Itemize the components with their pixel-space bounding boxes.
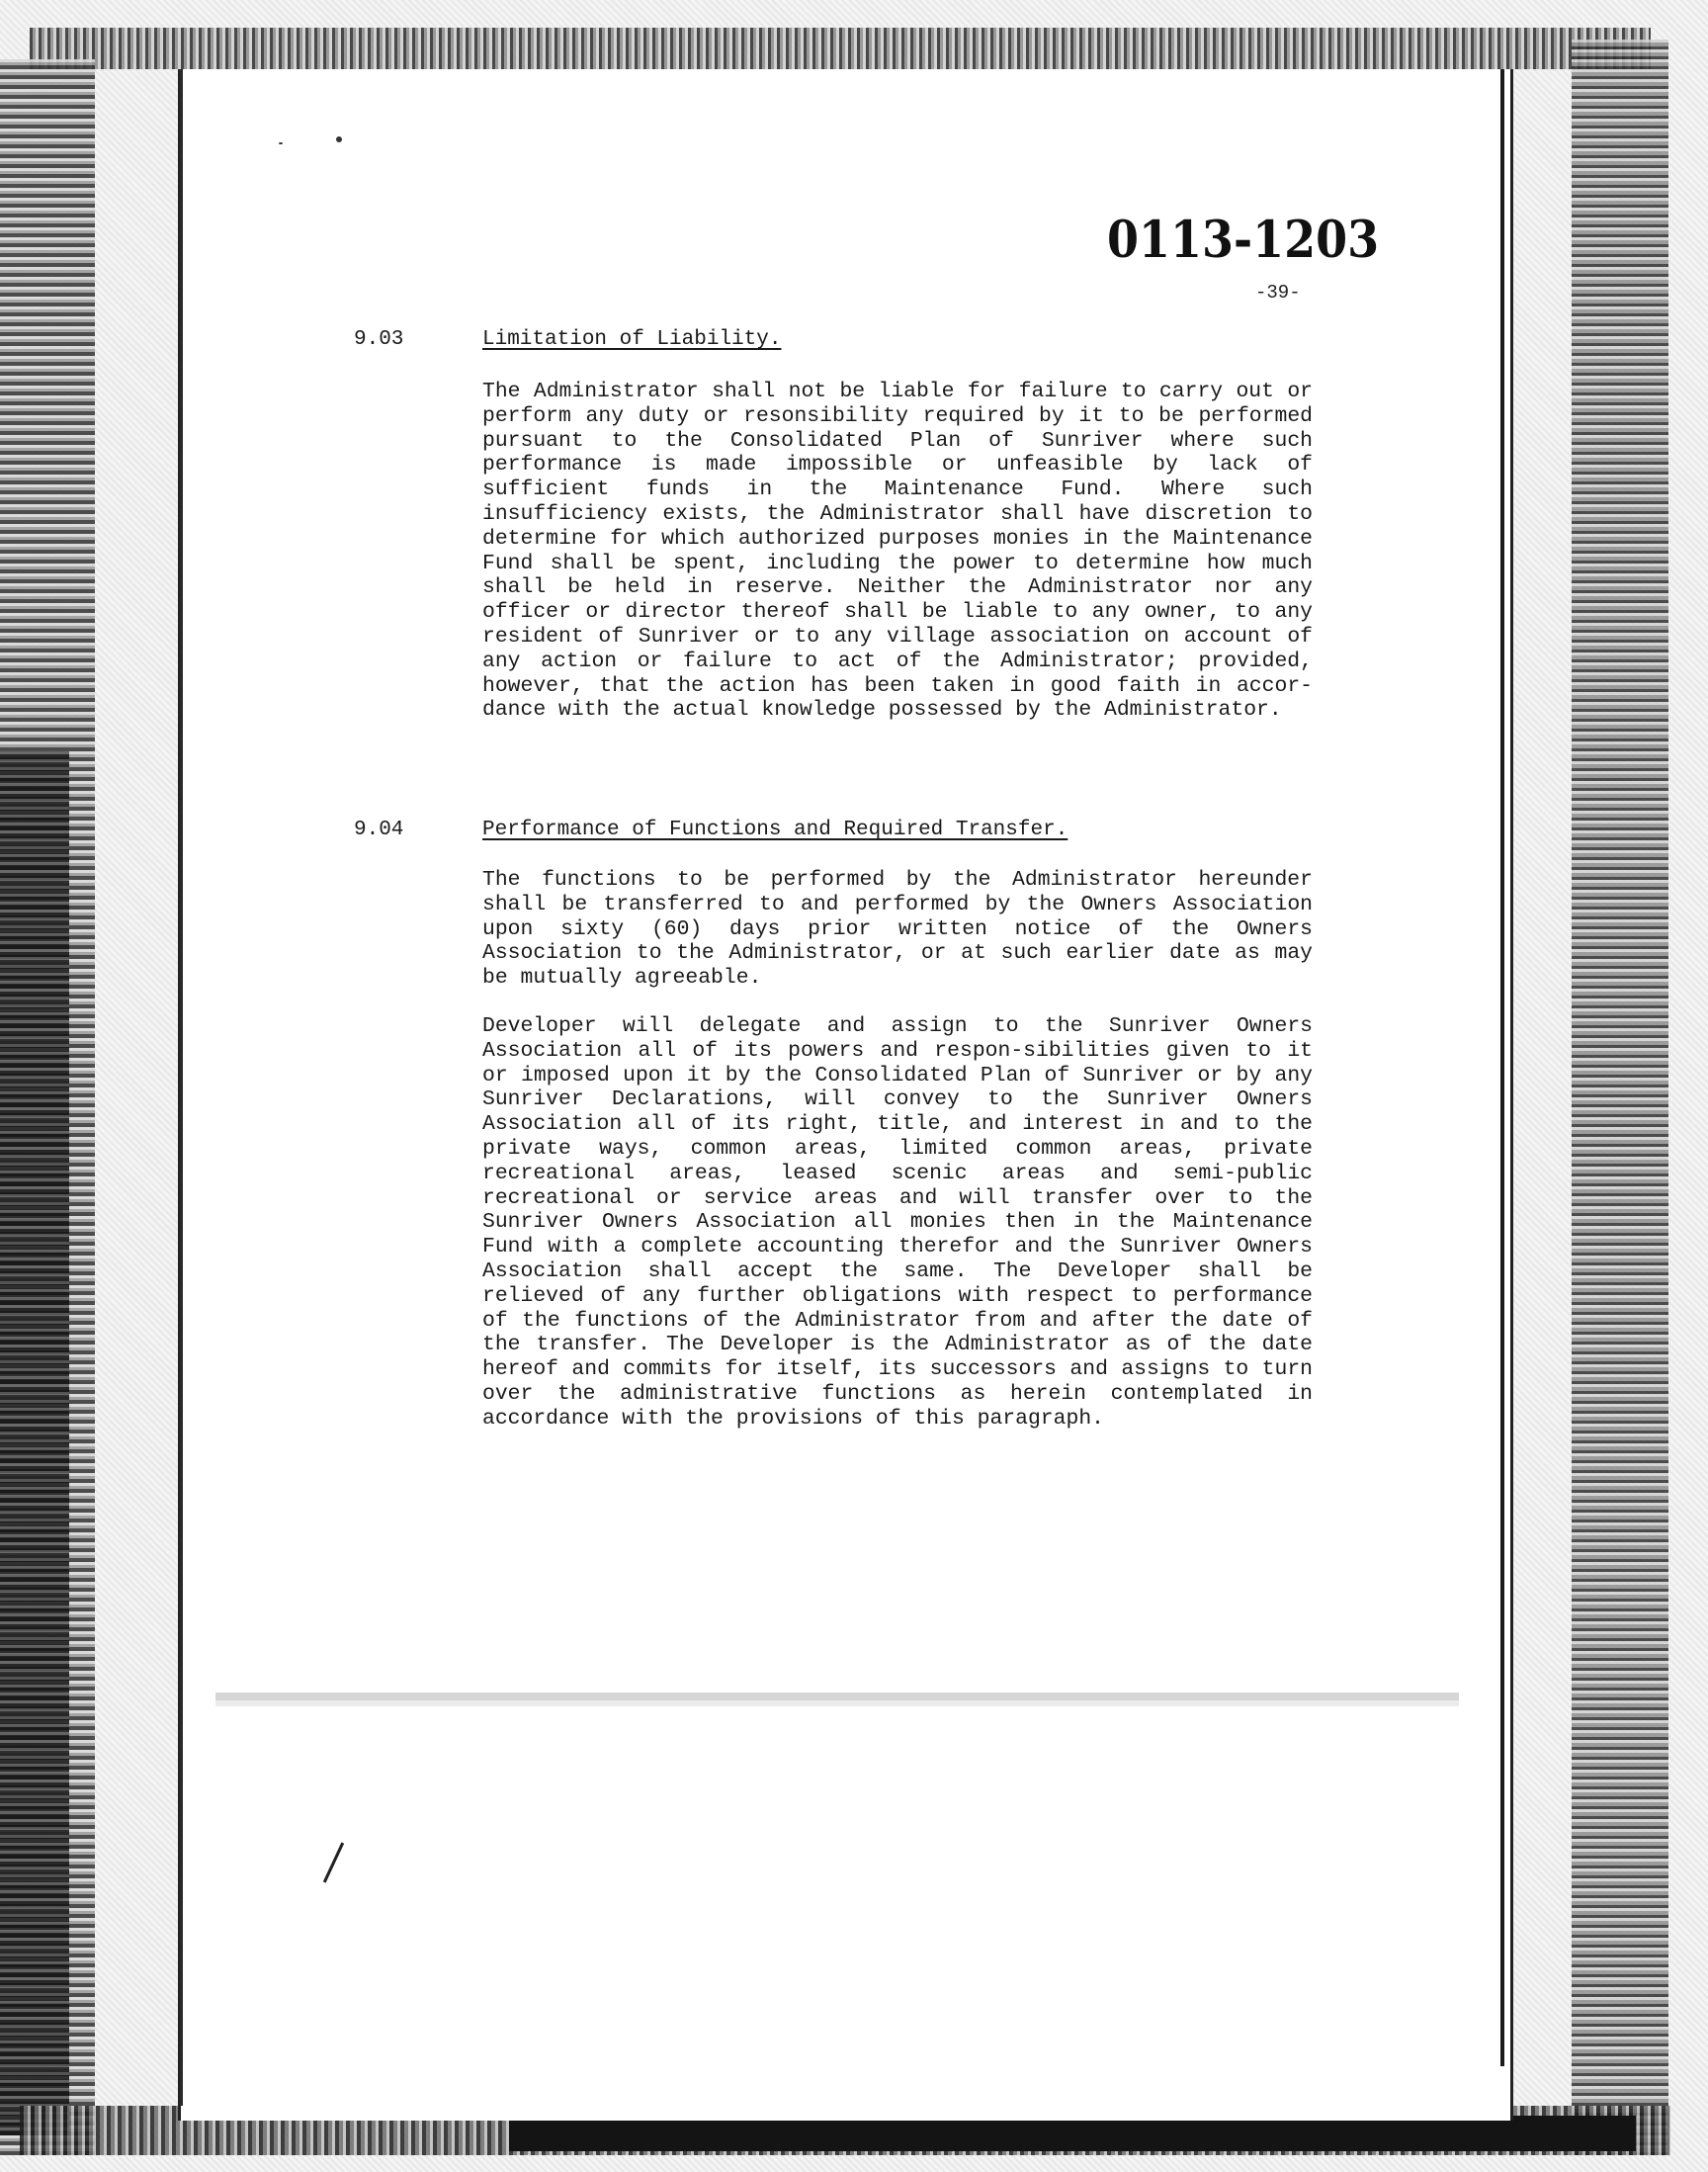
scan-edge-top bbox=[30, 28, 1651, 69]
section-number: 9.03 bbox=[354, 328, 404, 351]
scan-edge-right bbox=[1572, 40, 1668, 2155]
scan-speck bbox=[279, 142, 283, 144]
scan-edge-bottom-band bbox=[509, 2116, 1636, 2151]
section-paragraph: The Administrator shall not be liable for failure to carry out or perform any duty or resonsibility required by it to be performed pursuant to the Consolidated Plan of Sunriver where such performance is made impossible or unfeasible by lack of sufficient funds in the Maintenance Fund. Where such insufficiency exists, the Administrator shall have discretion to determine for which authorized purposes monies in the Maintenance Fund shall be spent, including the power to determine how much shall be held in reserve. Neither the Administrator nor any officer or director thereof shall be liable to any owner, to any resident of Sunriver or to any village association on account of any action or failure to act of the Administrator; provided, however, that the action has been taken in good faith in accor-dance with the actual knowledge possessed by the Administrator. bbox=[482, 380, 1313, 723]
recording-stamp-number: 0113-1203 bbox=[1107, 210, 1380, 270]
scan-speck bbox=[336, 136, 342, 142]
scan-edge-left-shadow bbox=[0, 751, 69, 2135]
section-paragraph: The functions to be performed by the Administrator hereunder shall be transferred to and performed by the Owners Association upon sixty (60) days prior written notice of the Owners Association to the Administrator, or at such earlier date as may be mutually agreeable. bbox=[482, 868, 1313, 991]
page-number: -39- bbox=[1255, 282, 1301, 304]
section-paragraph: Developer will delegate and assign to the Sunriver Owners Association all of its powers and respon-sibilities given to it or imposed upon it by the Consolidated Plan of Sunriver or by any Sunriver Declarations, will convey to the Sunriver Owners Association all of its right, title, and interest in and to the private ways, common areas, limited common areas, private recreational areas, leased scenic areas and semi-public recreational or service areas and will transfer over to the Sunriver Owners Association all monies then in the Maintenance Fund with a complete accounting therefor and the Sunriver Owners Association shall accept the same. The Developer shall be relieved of any further obligations with respect to performance of the functions of the Administrator from and after the date of the transfer. The Developer is the Administrator as of the date hereof and commits for itself, its successors and assigns to turn over the administrative functions as herein contemplated in accordance with the provisions of this paragraph. bbox=[482, 1014, 1313, 1431]
section-heading: Performance of Functions and Required Transfer. bbox=[482, 819, 1068, 841]
right-binding-line bbox=[1500, 69, 1504, 2066]
left-binding-line bbox=[180, 69, 183, 2106]
section-heading: Limitation of Liability. bbox=[482, 328, 782, 351]
section-number: 9.04 bbox=[354, 819, 404, 841]
